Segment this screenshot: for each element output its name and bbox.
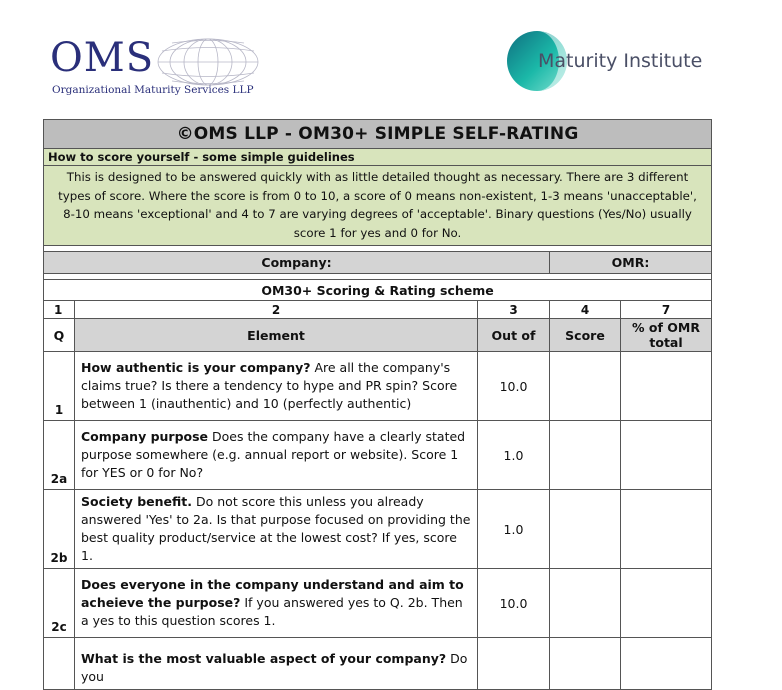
oms-logo	[50, 34, 270, 100]
question-text	[75, 569, 478, 638]
table-row	[44, 421, 712, 490]
score-cell[interactable]	[550, 421, 621, 490]
oms-logo-letters: OMS	[50, 35, 155, 81]
table-row	[44, 569, 712, 638]
question-bold: Society benefit.	[81, 494, 193, 509]
question-text	[75, 421, 478, 490]
score-cell[interactable]	[550, 352, 621, 421]
col-number-2: 2	[75, 301, 478, 319]
pct-omr-cell[interactable]	[621, 569, 712, 638]
header-score: Score	[550, 319, 621, 352]
guide-heading: How to score yourself - some simple guidelines	[44, 149, 712, 166]
question-detail: Do not score this unless you already answered 'Yes' to 2a. Is that purpose focused on providing the best quality product/service at the lowest cost? If yes, score 1.	[81, 494, 471, 563]
question-detail: If you answered yes to Q. 2b. Then a yes to this question scores 1.	[81, 595, 463, 628]
sheet-title: ©OMS LLP - OM30+ SIMPLE SELF-RATING	[44, 120, 712, 149]
scheme-title: OM30+ Scoring & Rating scheme	[44, 280, 712, 301]
maturity-institute-name: Maturity Institute	[538, 50, 703, 72]
header-out-of: Out of	[478, 319, 550, 352]
pct-omr-cell[interactable]	[621, 421, 712, 490]
out-of-value: 1.0	[478, 421, 550, 490]
company-label[interactable]: Company:	[44, 252, 550, 274]
question-number: 2a	[44, 421, 75, 490]
question-number: 2c	[44, 569, 75, 638]
header-q: Q	[44, 319, 75, 352]
col-number-7: 7	[621, 301, 712, 319]
score-cell[interactable]	[550, 569, 621, 638]
out-of-value: 10.0	[478, 352, 550, 421]
question-text	[75, 490, 478, 569]
question-bold: What is the most valuable aspect of your company?	[81, 651, 447, 666]
col-number-3: 3	[478, 301, 550, 319]
out-of-value: 10.0	[478, 569, 550, 638]
question-number: 2b	[44, 490, 75, 569]
question-detail: Does the company have a clearly stated purpose somewhere (e.g. annual report or website). Score 1 for YES or 0 for No?	[81, 429, 466, 480]
table-row	[44, 638, 712, 690]
question-bold: How authentic is your company?	[81, 360, 311, 375]
header-element: Element	[75, 319, 478, 352]
self-rating-sheet	[43, 119, 712, 690]
question-number	[44, 638, 75, 690]
question-detail: Are all the company's claims true? Is there a tendency to hype and PR spin? Score between 1 (inauthentic) and 10 (perfectly authentic)	[81, 360, 458, 411]
pct-omr-cell[interactable]	[621, 638, 712, 690]
question-text	[75, 352, 478, 421]
col-number-4: 4	[550, 301, 621, 319]
globe-icon	[142, 36, 260, 86]
omr-label[interactable]: OMR:	[550, 252, 712, 274]
question-bold: Company purpose	[81, 429, 209, 444]
header-pct-omr-total: % of OMR total	[621, 319, 712, 352]
question-text	[75, 638, 478, 690]
question-detail: Do you	[81, 651, 468, 684]
pct-omr-cell[interactable]	[621, 352, 712, 421]
oms-logo-subtitle: Organizational Maturity Services LLP	[52, 84, 254, 96]
pct-omr-cell[interactable]	[621, 490, 712, 569]
table-row	[44, 490, 712, 569]
question-bold: Does everyone in the company understand and aim to acheieve the purpose?	[81, 577, 464, 610]
maturity-institute-logo	[506, 30, 716, 90]
guide-text: This is designed to be answered quickly with as little detailed thought as necessary. There are 3 different types of score. Where the score is from 0 to 10, a score of 0 means non-existent, 1-3 means 'unacceptable', 8-10 means 'exceptional' and 4 to 7 are varying degrees of 'acceptable'. Binary questions (Yes/No) usually score 1 for yes and 0 for No.	[44, 166, 712, 246]
score-cell[interactable]	[550, 490, 621, 569]
question-number: 1	[44, 352, 75, 421]
col-number-1: 1	[44, 301, 75, 319]
out-of-value: 1.0	[478, 490, 550, 569]
out-of-value	[478, 638, 550, 690]
table-row	[44, 352, 712, 421]
score-cell[interactable]	[550, 638, 621, 690]
